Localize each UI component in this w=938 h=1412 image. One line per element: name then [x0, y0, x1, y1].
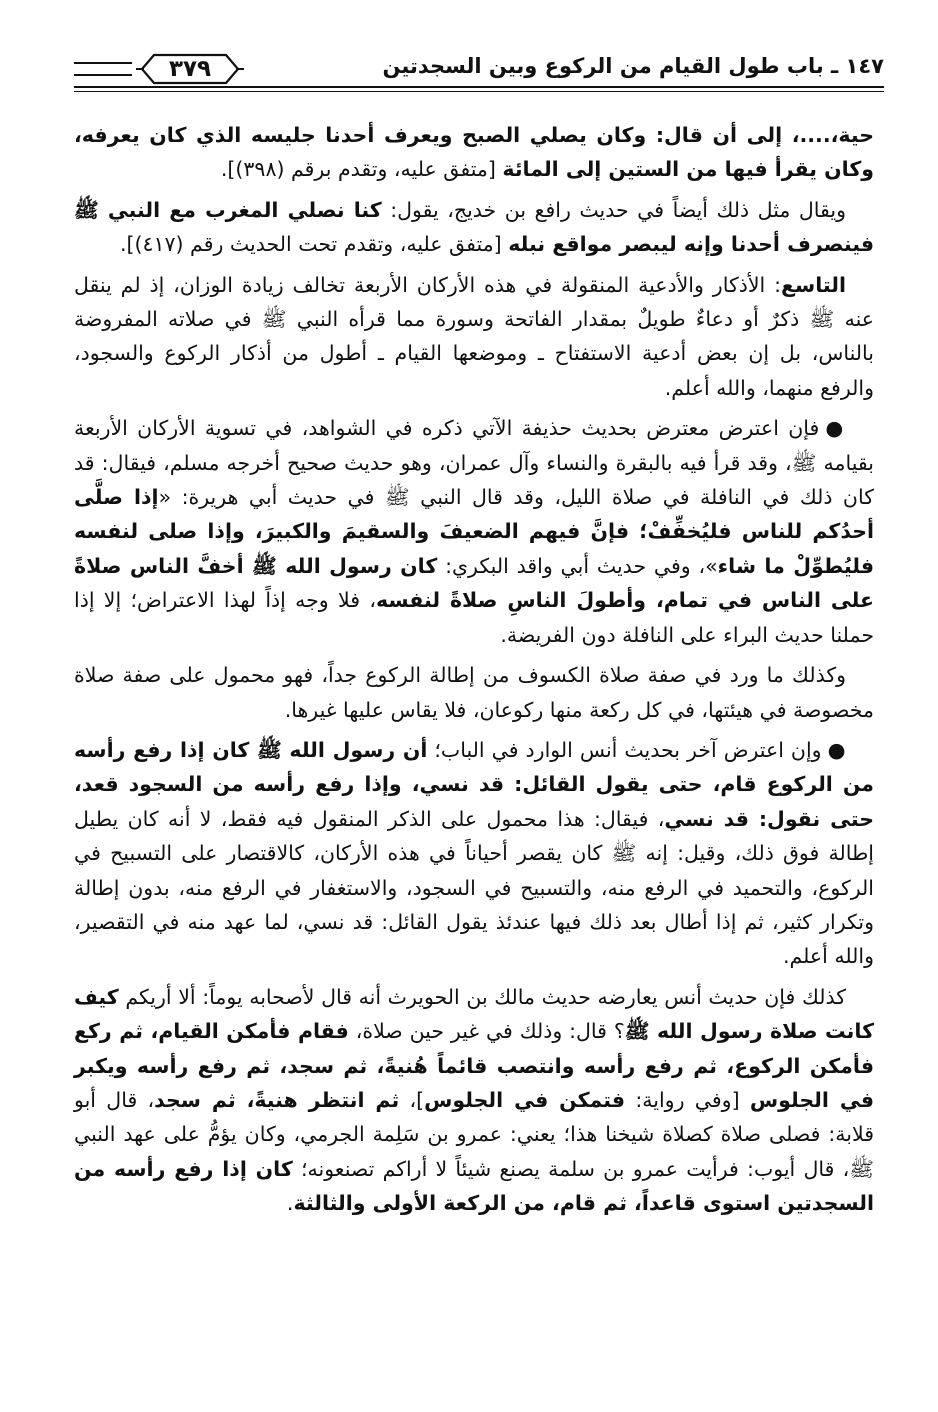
- paragraph-6: [74, 733, 874, 974]
- text-bold: كان رسول الله ﷺ أخفَّ الناس صلاةً على الناس في تمام، وأطولَ الناسِ صلاةً لنفسه: [74, 553, 874, 613]
- running-title: ١٤٧ ـ باب طول القيام من الركوع وبين السجدتين: [382, 54, 884, 78]
- paragraph-1: [74, 118, 874, 187]
- text: [وفي رواية:: [625, 1087, 750, 1112]
- text: [متفق عليه، وتقدم برقم (٣٩٨)].: [220, 157, 503, 182]
- text: وكذلك ما ورد في صفة صلاة الكسوف من إطالة الركوع جداً، فهو محمول على صفة صلاة مخصوصة في هيئتها، في كل ركعة منها ركوعان، فلا يقاس عليها غيرها.: [74, 663, 874, 722]
- text: ويقال مثل ذلك أيضاً في حديث رافع بن خديج، يقول:: [381, 197, 846, 222]
- header-rule: [74, 86, 884, 92]
- header-ornament-line: [74, 62, 132, 76]
- text-bold: ثم انتظر هنيةً، ثم سجد: [154, 1087, 400, 1112]
- text-bold: كان إذا رفع رأسه من السجدتين استوى قاعداً، ثم قام، من الركعة الأولى والثالثة: [74, 1156, 874, 1216]
- text: كذلك فإن حديث أنس يعارضه حديث مالك بن الحويرث أنه قال لأصحابه يوماً: ألا أريكم: [118, 984, 846, 1009]
- text: [متفق عليه، وتقدم تحت الحديث رقم (٤١٧)].: [119, 232, 509, 257]
- text: »، وفي حديث أبي واقد البكري:: [437, 553, 718, 578]
- text-bold: فتمكن في الجلوس: [424, 1087, 626, 1112]
- text-bold: أن رسول الله ﷺ كان إذا رفع رأسه من الركوع قام، حتى يقول القائل: قد نسي، وإذا رفع رأسه من السجود قعد، حتى نقول: قد نسي: [74, 737, 874, 831]
- paragraph-7: [74, 980, 874, 1221]
- bullet-icon: ●: [827, 737, 847, 762]
- text: وإن اعترض آخر بحديث أنس الوارد في الباب؛: [427, 737, 822, 762]
- text: .: [286, 1191, 294, 1216]
- text-bold: حية،....، إلى أن قال: وكان يصلي الصبح ويعرف أحدنا جليسه الذي كان يعرفه، وكان يقرأ فيها من الستين إلى المائة: [74, 123, 874, 182]
- section-label: التاسع: [781, 272, 846, 297]
- text-bold: فقام فأمكن القيام، ثم ركع فأمكن الركوع، ثم رفع رأسه وانتصب قائماً هُنيةً، ثم سجد، ثم رفع رأسه ويكبر في الجلوس: [74, 1019, 874, 1112]
- text: ]،: [399, 1087, 425, 1112]
- text: ، قال أبو قلابة: فصلى صلاة كصلاة شيخنا هذا؛ يعني: عمرو بن سَلِمة الجرمي، وكان يؤمُّ على عهد النبي ﷺ، قال أيوب: فرأيت عمرو بن سلمة يصنع شيئاً لا أراكم تصنعونه؛: [74, 1087, 874, 1181]
- page-body: [74, 118, 874, 1227]
- page-number-badge: [136, 52, 244, 86]
- text-bold: إذا صلَّى أحدُكم للناس فليُخفِّفْ؛ فإنَّ فيهم الضعيفَ والسقيمَ والكبيرَ، وإذا صلى لنفسه فليُطوِّلْ ما شاء: [74, 485, 874, 578]
- page-header: [74, 48, 884, 102]
- text: ، فيقال: هذا محمول على الذكر المنقول فيه فقط، لا أنه كان يطيل إطالة فوق ذلك، وقيل: إنه ﷺ كان يقصر أحياناً في هذه الأركان، كالاقتصار على التسبيح في الركوع، والتحميد في الرفع منه، والتسبيح في السجود، والاستغفار في الرفع منه، بدون إطالة وتكرار كثير، ثم إذا أطال بعد ذلك فيها عندئذ يقول القائل: قد نسي، لما عهد منه في التقصير، والله أعلم.: [74, 806, 874, 969]
- text: : الأذكار والأدعية المنقولة في هذه الأركان الأربعة تخالف زيادة الوزان، إذ لم ينقل عنه ﷺ ذكرٌ أو دعاءٌ طويلٌ بمقدار الفاتحة وسورة مما قرأه النبي ﷺ في صلاته المفروضة بالناس، بل إن بعض أدعية الاستفتاح ـ وموضعها القيام ـ أطول من أذكار الركوع والسجود، والرفع منهما، والله أعلم.: [74, 272, 874, 400]
- bullet-icon: ●: [825, 416, 846, 441]
- paragraph-2: [74, 193, 874, 262]
- page-number: ٣٧٩: [168, 56, 212, 82]
- text: ، فلا وجه إذاً لهذا الاعتراض؛ إلا إذا حملنا حديث البراء على النافلة دون الفريضة.: [74, 588, 874, 647]
- paragraph-5: [74, 658, 874, 727]
- text-bold: كيف كانت صلاة رسول الله ﷺ: [74, 984, 874, 1044]
- text: ؟ قال: وذلك في غير حين صلاة،: [348, 1019, 625, 1044]
- text-bold: كنا نصلي المغرب مع النبي ﷺ فينصرف أحدنا وإنه ليبصر مواقع نبله: [74, 197, 874, 257]
- paragraph-3: [74, 268, 874, 406]
- paragraph-4: [74, 411, 874, 652]
- text: فإن اعترض معترض بحديث حذيفة الآتي ذكره في الشواهد، في تسوية الأركان الأربعة بقيامه ﷺ، وقد قرأ فيه بالبقرة والنساء وآل عمران، وهو حديث صحيح أخرجه مسلم، فيقال: قد كان ذلك في النافلة في صلاة الليل، وقد قال النبي ﷺ في حديث أبي هريرة: «: [74, 416, 874, 510]
